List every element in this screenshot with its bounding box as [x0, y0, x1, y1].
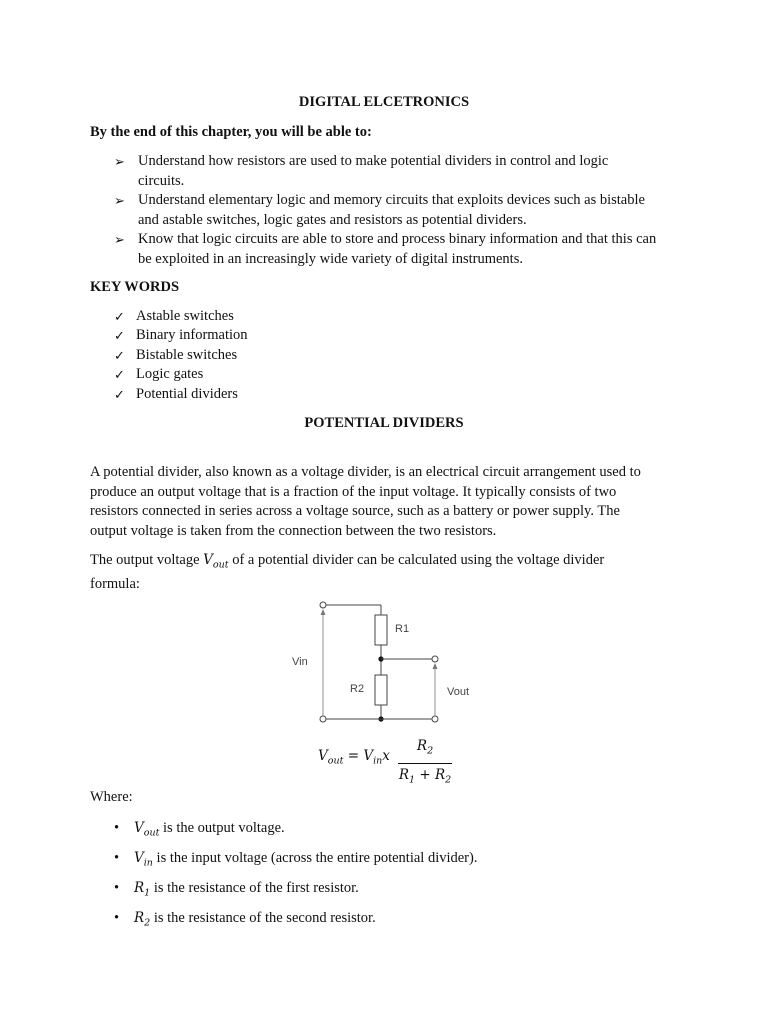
formula-denominator: $R_1 + R_2$	[398, 766, 452, 786]
checkmark-icon: ✓	[114, 309, 125, 324]
vout-label: Vout	[447, 686, 470, 698]
vin-bottom-terminal	[320, 716, 326, 722]
objectives-intro: By the end of this chapter, you will be able to:	[90, 124, 372, 140]
keyword-item: ✓ Binary information	[114, 326, 248, 345]
where-list	[114, 819, 477, 939]
resistor-r1	[375, 615, 387, 645]
checkmark-icon: ✓	[114, 347, 125, 363]
arrow-bullet-icon: ➢	[114, 193, 125, 208]
keywords-heading: KEY WORDS	[90, 279, 180, 295]
keyword-item: ✓ Potential dividers	[114, 385, 248, 404]
fraction-bar	[398, 763, 452, 764]
objectives-list	[114, 152, 694, 269]
r1-label: R1	[395, 623, 410, 635]
keyword-item: ✓ Bistable switches	[114, 346, 248, 365]
checkmark-icon: ✓	[114, 367, 125, 383]
arrow-bullet-icon: ➢	[114, 232, 125, 247]
bullet-icon: •	[114, 850, 120, 866]
vout-bottom-terminal	[432, 716, 438, 722]
vin-top-terminal	[320, 602, 326, 608]
keyword-item: ✓ Astable switches	[114, 307, 248, 326]
bullet-icon: •	[114, 910, 120, 926]
vout-top-terminal	[432, 656, 438, 662]
r2-label: R2	[350, 683, 365, 695]
section-title: POTENTIAL DIVIDERS	[304, 415, 464, 431]
keywords-list	[114, 307, 248, 404]
checkmark-icon: ✓	[114, 386, 125, 402]
vout-arrowhead-icon	[433, 663, 438, 669]
where-item: • $R_1$ is the resistance of the first resistor.	[114, 880, 359, 899]
formula-intro: The output voltage $V_{out}$ of a potential divider can be calculated using the voltage divider formula:	[90, 552, 605, 593]
potential-divider-circuit-diagram	[285, 595, 495, 730]
objective-item: ➢ Know that logic circuits are able to store and process binary information and that this can be exploited in an increasingly wide variety of digital instruments.	[114, 231, 657, 267]
formula-numerator: $R_2$	[416, 738, 434, 757]
intro-paragraph: A potential divider, also known as a voltage divider, is an electrical circuit arrangement used to produce an output voltage that is a fraction of the input voltage. It typically consists of two resistors connected in series across a voltage source, such as a battery or power supply. The output voltage is taken from the connection between the two resistors.	[90, 464, 641, 539]
bullet-icon: •	[114, 880, 120, 896]
chapter-title: DIGITAL ELCETRONICS	[298, 94, 470, 110]
vin-arrowhead-icon	[321, 609, 326, 615]
objective-item: ➢ Understand how resistors are used to make potential dividers in control and logic circuits.	[114, 153, 609, 189]
keyword-item: ✓ Logic gates	[114, 365, 248, 384]
where-item: • $V_{in}$ is the input voltage (across the entire potential divider).	[114, 850, 478, 869]
vin-label: Vin	[292, 656, 308, 668]
objective-item: ➢ Understand elementary logic and memory circuits that exploits devices such as bistable and astable switches, logic gates and resistors as potential dividers.	[114, 192, 645, 228]
checkmark-icon: ✓	[114, 328, 125, 344]
resistor-r2	[375, 675, 387, 705]
arrow-bullet-icon: ➢	[114, 154, 125, 169]
formula-fraction	[398, 736, 452, 790]
where-label: Where:	[90, 789, 133, 805]
where-item: • $R_2$ is the resistance of the second resistor.	[114, 910, 376, 929]
bullet-icon: •	[114, 820, 120, 836]
where-item: • $V_{out}$ is the output voltage.	[114, 820, 285, 839]
vout-symbol: $V_{out}$	[203, 552, 229, 571]
voltage-divider-formula: $V_{out} = V_{in}x$ $R_2$ $R_1 + R_2$	[318, 736, 478, 780]
